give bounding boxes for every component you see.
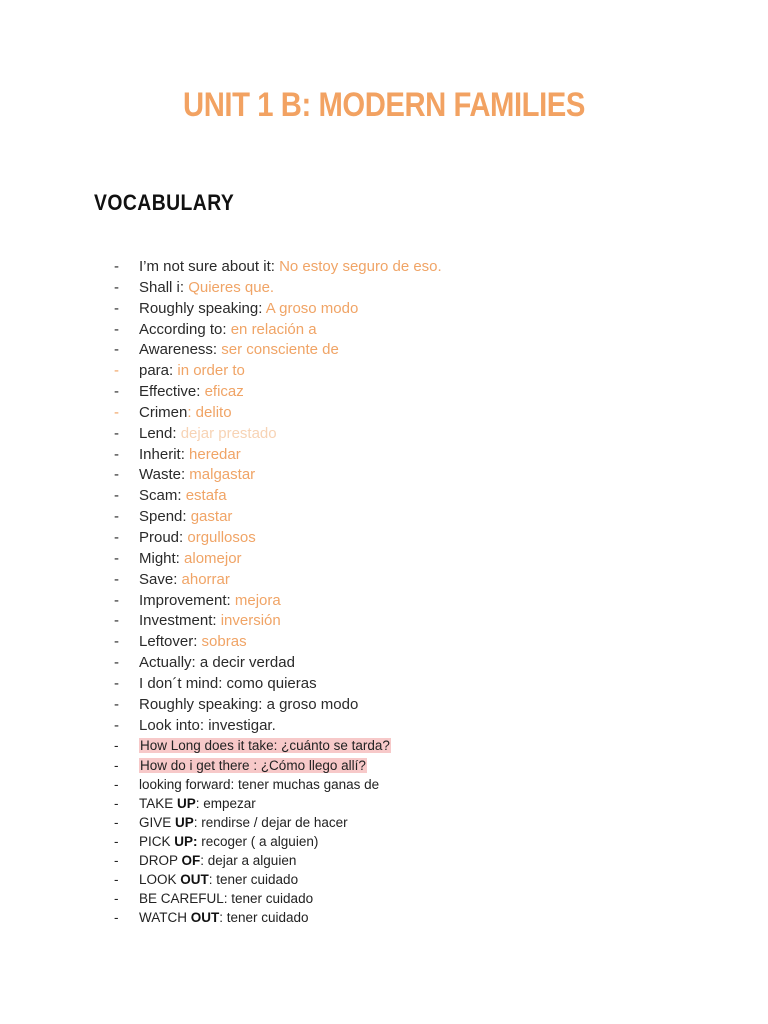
list-dash: - [114,549,119,567]
phrasal-meaning: recoger ( a alguien) [197,833,319,849]
item-english: Save: [139,570,182,588]
item-spanish: Quieres que. [188,278,275,296]
item-spanish: : delito [187,403,232,421]
list-dash: - [114,466,119,484]
item-text: Actually: a decir verdad [139,654,295,672]
list-dash: - [114,757,119,773]
item-english: Shall i: [139,278,189,296]
item-english: Inherit: [139,445,190,463]
item-english: Lend: [139,424,181,442]
section-heading: VOCABULARY [94,190,235,215]
phrasal-verb: PICK [139,833,175,849]
item-text-highlighted: How Long does it take: ¿cuánto se tarda? [140,738,390,754]
list-item [112,528,712,549]
list-item [112,424,712,445]
list-item [112,299,712,320]
list-dash: - [114,910,119,926]
phrasal-meaning: : empezar [195,795,256,811]
list-dash: - [114,508,119,526]
list-item [112,674,712,695]
list-dash: - [114,833,119,849]
list-item [112,278,712,299]
item-english: Investment: [139,612,221,630]
item-text: Look into: investigar. [139,716,276,734]
phrasal-verb: WATCH [139,910,191,926]
list-item [112,403,712,424]
list-dash: - [114,258,119,275]
item-english: Might: [139,549,185,567]
item-english: Awareness: [139,341,222,359]
item-english: Scam: [139,487,186,505]
item-spanish: en relación a [226,320,317,338]
list-item [112,340,712,361]
list-dash: - [114,528,119,546]
list-item [112,851,712,870]
list-item [112,486,712,507]
list-dash: - [114,738,119,754]
item-text: looking forward: tener muchas ganas de [139,776,380,792]
list-item [112,611,712,632]
list-item [112,465,712,486]
phrasal-particle: OUT [180,872,209,888]
item-english: Crimen [139,403,188,421]
list-item [112,813,712,832]
list-item [112,736,712,755]
list-dash: - [114,814,119,830]
item-english: Improvement: [139,591,235,609]
item-english: According to: [139,320,227,338]
item-spanish: gastar [190,508,233,526]
item-english: I’m not sure about it: [139,258,280,275]
list-item [112,870,712,889]
item-text-highlighted: How do i get there : ¿Cómo llego allí? [140,757,366,773]
list-dash: - [114,403,119,421]
list-item [112,445,712,466]
item-spanish: estafa [185,487,227,505]
item-english: Proud: [139,528,188,546]
list-item [112,756,712,775]
item-english: Spend: [139,508,191,526]
item-text: BE CAREFUL: tener cuidado [139,891,314,907]
list-item [112,908,712,927]
phrasal-meaning: : tener cuidado [208,872,299,888]
phrasal-particle: OF [181,852,201,868]
phrasal-particle: UP [177,795,196,811]
list-item [112,832,712,851]
list-item [112,695,712,716]
list-dash: - [114,776,119,792]
list-dash: - [114,654,119,672]
list-item [112,382,712,403]
phrasal-verb: LOOK [139,872,181,888]
page-title: UNIT 1 B: MODERN FAMILIES [183,86,585,124]
list-dash: - [114,695,119,713]
phrasal-verb: TAKE [139,795,178,811]
list-dash: - [114,341,119,359]
item-spanish: orgullosos [187,528,256,546]
list-dash: - [114,278,119,296]
list-dash: - [114,362,119,380]
item-english: para: [139,362,178,380]
list-dash: - [114,487,119,505]
list-dash: - [114,852,119,868]
item-text: Roughly speaking: a groso modo [139,695,359,713]
phrasal-meaning: : tener cuidado [219,910,309,926]
list-dash: - [114,612,119,630]
list-item [112,632,712,653]
phrasal-verb: DROP [139,852,182,868]
item-spanish: dejar prestado [180,424,277,442]
item-spanish: malgastar [189,466,256,484]
list-item [112,320,712,341]
item-spanish: No estoy seguro de eso. [279,258,442,275]
list-dash: - [114,674,119,692]
item-text: I don´t mind: como quieras [139,674,317,692]
item-spanish: ser consciente de [221,341,339,359]
phrasal-particle: OUT [190,910,220,926]
item-spanish: heredar [189,445,241,463]
item-spanish: in order to [177,362,245,380]
list-item [112,716,712,737]
list-dash: - [114,716,119,734]
list-dash: - [114,445,119,463]
phrasal-meaning: : dejar a alguien [200,852,297,868]
item-spanish: inversión [220,612,281,630]
list-item [112,570,712,591]
item-spanish: A groso modo [265,299,359,317]
list-item [112,794,712,813]
list-item [112,361,712,382]
item-english: Roughly speaking: [139,299,266,317]
list-item [112,507,712,528]
phrasal-particle: UP: [174,833,198,849]
item-english: Effective: [139,383,205,401]
list-dash: - [114,299,119,317]
list-item [112,653,712,674]
list-item [112,591,712,612]
list-dash: - [114,424,119,442]
item-english: Leftover: [139,633,202,651]
list-dash: - [114,633,119,651]
item-spanish: eficaz [204,383,244,401]
list-dash: - [114,891,119,907]
item-spanish: ahorrar [181,570,230,588]
list-item [112,257,712,278]
list-item [112,549,712,570]
item-spanish: mejora [234,591,281,609]
item-spanish: alomejor [184,549,242,567]
list-item [112,889,712,908]
list-dash: - [114,570,119,588]
list-dash: - [114,795,119,811]
list-dash: - [114,320,119,338]
item-english: Waste: [139,466,190,484]
phrasal-particle: UP [175,814,194,830]
list-dash: - [114,591,119,609]
list-dash: - [114,383,119,401]
phrasal-meaning: : rendirse / dejar de hacer [193,814,348,830]
list-item [112,775,712,794]
item-spanish: sobras [201,633,247,651]
vocabulary-list [112,257,712,927]
list-dash: - [114,872,119,888]
phrasal-verb: GIVE [139,814,176,830]
